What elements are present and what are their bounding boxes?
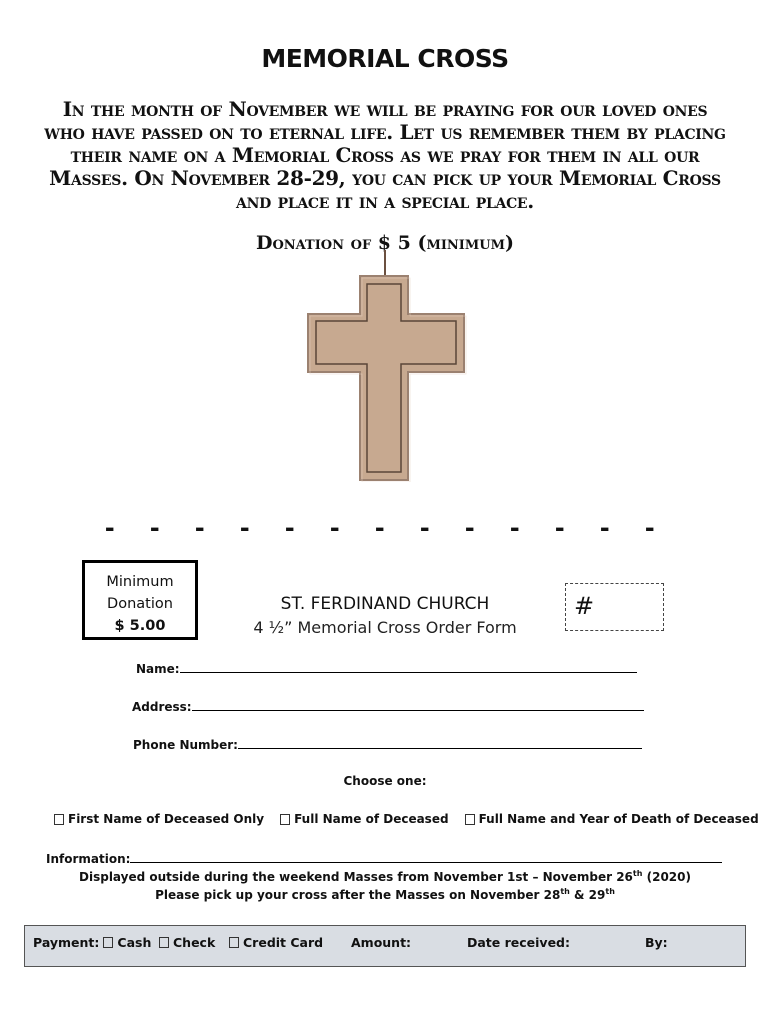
- display-note-text: Displayed outside during the weekend Masses from November 1st – November 26: [79, 870, 633, 884]
- payment-check-group[interactable]: [159, 935, 215, 950]
- by-label: By:: [645, 935, 668, 950]
- payment-label: Payment:: [33, 935, 100, 950]
- payment-credit-label: Credit Card: [243, 935, 324, 950]
- payment-check-label: Check: [173, 935, 216, 950]
- address-field[interactable]: [192, 698, 644, 711]
- checkbox-icon[interactable]: [159, 937, 169, 948]
- display-note-sup: th: [632, 869, 643, 878]
- date-received-label: Date received:: [467, 935, 571, 950]
- address-row: [132, 698, 644, 714]
- phone-label: Phone Number:: [133, 738, 238, 752]
- option-full-name[interactable]: [280, 812, 448, 826]
- min-box-line2: Donation: [107, 596, 173, 612]
- amount-label: Amount:: [351, 935, 412, 950]
- checkbox-icon[interactable]: [103, 937, 113, 948]
- checkbox-icon[interactable]: [54, 814, 64, 825]
- choose-label: Choose one:: [343, 774, 427, 788]
- checkbox-icon[interactable]: [280, 814, 290, 825]
- name-field[interactable]: [180, 660, 637, 673]
- min-box-line3: $ 5.00: [114, 618, 166, 634]
- pickup-note: [0, 887, 770, 902]
- name-label: Name:: [136, 662, 180, 676]
- display-note-year: (2020): [642, 870, 691, 884]
- option-label: First Name of Deceased Only: [68, 812, 265, 826]
- information-field[interactable]: [130, 850, 722, 863]
- cross-image: [298, 250, 470, 482]
- phone-field[interactable]: [238, 736, 642, 749]
- pickup-note-sup2: th: [605, 887, 615, 896]
- name-row: [136, 660, 637, 676]
- payment-label-group: [33, 935, 151, 950]
- order-number-box[interactable]: [565, 583, 664, 631]
- intro-text: In the month of November we will be praying for our loved ones who have passed on to eternal life. Let us remember them by placing their name on a Memorial Cross as we pray for them in all our Masses. On November 28-29, you can pick up your Memorial Cross and place it in a special place.: [44, 97, 726, 213]
- address-label: Address:: [132, 700, 192, 714]
- display-note: [0, 869, 770, 884]
- checkbox-icon[interactable]: [229, 937, 239, 948]
- information-row: [46, 850, 722, 866]
- phone-row: [133, 736, 642, 752]
- option-label: Full Name of Deceased: [294, 812, 449, 826]
- name-options: [54, 812, 759, 826]
- payment-box: [24, 925, 746, 967]
- option-full-name-year[interactable]: [465, 812, 759, 826]
- donation-heading: Donation of $ 5 (minimum): [255, 232, 514, 254]
- cut-line: - - - - - - - - - - - - -: [104, 514, 655, 542]
- pickup-note-sup1: th: [560, 887, 570, 896]
- payment-cash-label: Cash: [117, 935, 152, 950]
- min-box-line1: Minimum: [106, 574, 174, 590]
- page-title: MEMORIAL CROSS: [261, 44, 509, 73]
- pickup-note-mid: & 29: [569, 888, 606, 902]
- option-label: Full Name and Year of Death of Deceased: [478, 812, 759, 826]
- checkbox-icon[interactable]: [465, 814, 475, 825]
- church-name: ST. FERDINAND CHURCH: [280, 594, 490, 614]
- information-label: Information:: [46, 852, 131, 866]
- order-number-label: #: [574, 592, 595, 620]
- minimum-donation-box: [82, 560, 198, 640]
- form-title: 4 ½” Memorial Cross Order Form: [253, 618, 517, 637]
- payment-credit-group[interactable]: [229, 935, 323, 950]
- option-first-name[interactable]: [54, 812, 264, 826]
- pickup-note-text: Please pick up your cross after the Masses on November 28: [155, 888, 561, 902]
